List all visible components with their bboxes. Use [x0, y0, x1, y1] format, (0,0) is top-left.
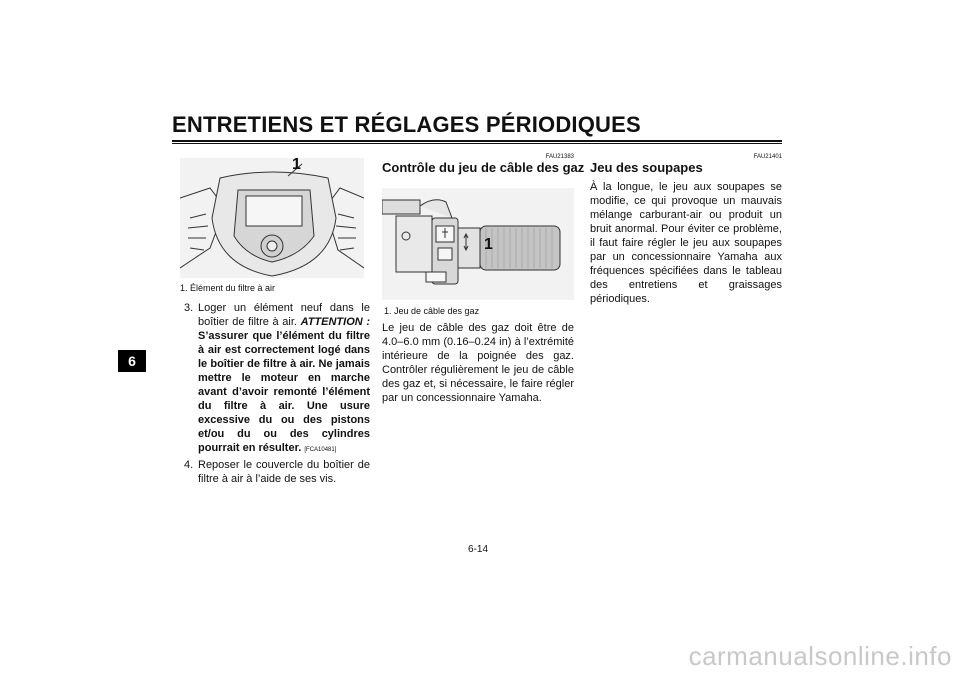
left-column-text — [184, 301, 370, 487]
section-title: Contrôle du jeu de câble des gaz — [382, 160, 585, 175]
figure-caption: 1. Élément du filtre à air — [180, 283, 276, 293]
step-body — [198, 301, 370, 457]
caution-reference: [FCA10481] — [304, 447, 337, 453]
caution-heading: ATTENTION : — [300, 316, 371, 328]
throttle-figure — [382, 188, 574, 300]
figure-caption: 1. Jeu de câble des gaz — [384, 306, 480, 316]
air-filter-figure — [180, 158, 364, 278]
section-code: FAU21383 — [545, 154, 574, 160]
middle-body: Le jeu de câble des gaz doit être de 4.0–6.0 mm (0.16–0.24 in) à l’extrémité intérieure de la poignée des gaz. Contrôler régulièrement le jeu de câble des gaz et, si nécessaire, le faire régler par un concessionnaire Yamaha. — [382, 322, 574, 404]
watermark: carmanualsonline.info — [688, 641, 952, 671]
step-text: Loger un élément neuf dans le boîtier de filtre à air. — [198, 302, 370, 328]
header-rule-thin — [172, 143, 782, 144]
section-title: Jeu des soupapes — [590, 160, 703, 175]
page-number: 6-14 — [468, 544, 489, 555]
air-filter-illustration — [180, 158, 364, 278]
section-code: FAU21401 — [753, 154, 782, 160]
step-4 — [184, 458, 370, 486]
chapter-tab: 6 — [118, 350, 146, 372]
figure-callout-1: 1 — [484, 236, 493, 253]
step-number: 4. — [184, 459, 194, 471]
caution-text: S’assurer que l’élément du filtre à air est correctement logé dans le boîtier de filtre à air. Ne jamais mettre le moteur en marche avant d’avoir remonté l’élément du filtre à air. Une usure excessive du ou des pistons et/ou du ou des cylindres pourrait en résulter. — [198, 330, 370, 454]
header-rule — [172, 140, 782, 142]
page-title: ENTRETIENS ET RÉGLAGES PÉRIODIQUES — [172, 112, 641, 137]
step-text: Reposer le couvercle du boîtier de filtre à air à l’aide de ses vis. — [198, 459, 370, 485]
right-body: À la longue, le jeu aux soupapes se modifie, ce qui provoque un mauvais mélange carburant-air ou produit un bruit anormal. Pour éviter ce problème, il faut faire régler le jeu aux soupapes par un concessionnaire Yamaha aux fréquences spécifiées dans le tableau des entretiens et graissages périodiques. — [590, 181, 782, 305]
throttle-grip-illustration — [382, 188, 574, 300]
step-3 — [184, 301, 370, 457]
figure-callout-1: 1 — [292, 156, 301, 173]
step-number: 3. — [184, 302, 194, 314]
